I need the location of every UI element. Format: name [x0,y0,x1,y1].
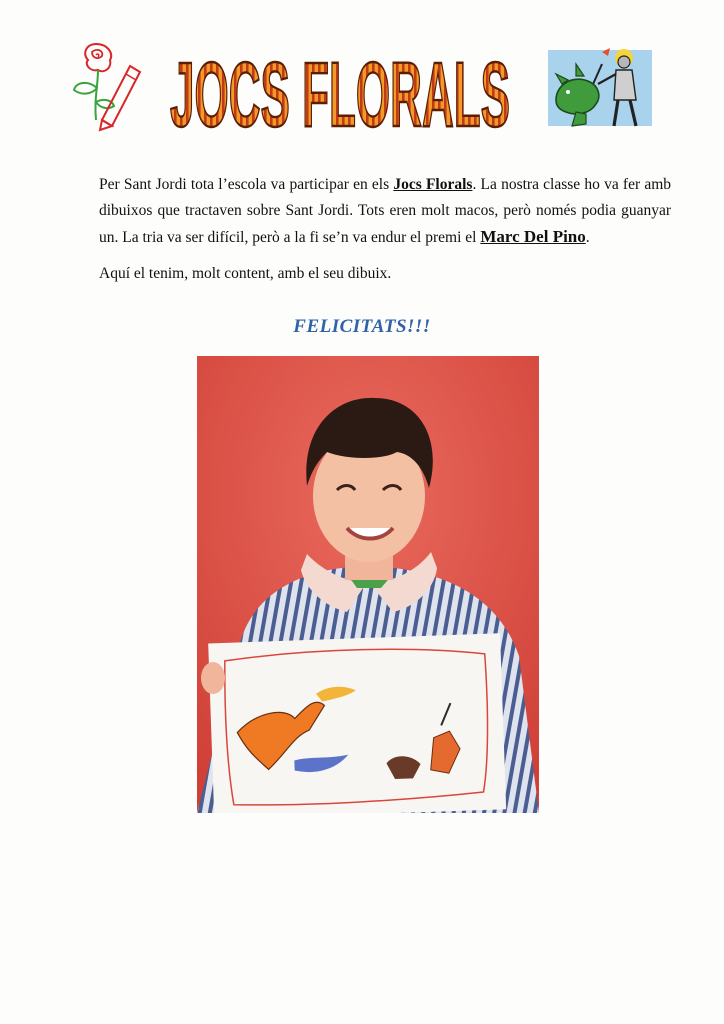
page-title [168,40,513,136]
article-paragraph-2: Aquí el tenim, molt content, amb el seu dibuix. [99,265,392,282]
rose-pencil-icon [68,40,154,132]
sant-jordi-dragon-icon [546,44,656,132]
child-holding-drawing-photo [197,356,539,813]
article-paragraph-1 [99,172,671,251]
winner-name: Marc Del Pino [480,227,586,246]
page-header [0,0,724,150]
paragraph-text: Per Sant Jordi tota l’escola va participar en els [99,176,394,193]
paragraph-text: . La nostra classe ho va fer amb dibuixos que tractaven sobre Sant Jordi. Tots eren molt macos, però només podia guanyar un. La tria va ser difícil, però a la fi se’n va endur el premi el [99,176,671,246]
congratulations-heading: FELICITATS!!! [293,316,431,337]
article-body [99,172,671,297]
paragraph-end: . [585,229,590,246]
jocs-florals-highlight: Jocs Florals [393,176,473,193]
page-title-text: JOCS FLORALS [170,44,510,136]
